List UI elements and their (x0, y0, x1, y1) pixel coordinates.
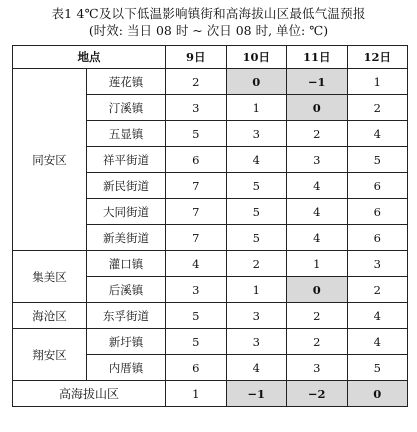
temperature-cell: 4 (347, 329, 408, 355)
table-row (13, 69, 408, 95)
town-cell: 汀溪镇 (87, 95, 166, 121)
temperature-cell: 3 (226, 121, 287, 147)
temperature-cell: 4 (226, 147, 287, 173)
temperature-cell: 2 (287, 121, 348, 147)
temperature-cell: 2 (347, 95, 408, 121)
temperature-cell: 2 (226, 251, 287, 277)
district-cell: 翔安区 (13, 329, 87, 381)
temperature-cell: 4 (166, 251, 227, 277)
temperature-cell: 1 (226, 95, 287, 121)
district-cell: 同安区 (13, 69, 87, 251)
temperature-cell: −2 (287, 381, 348, 407)
temperature-cell: 3 (166, 277, 227, 303)
temperature-cell: 1 (287, 251, 348, 277)
temperature-cell: −1 (287, 69, 348, 95)
table-row (13, 303, 408, 329)
town-cell: 灌口镇 (87, 251, 166, 277)
header-day: 12日 (347, 46, 408, 69)
header-day: 9日 (166, 46, 227, 69)
town-cell: 大同街道 (87, 199, 166, 225)
temperature-cell: 0 (226, 69, 287, 95)
temperature-cell: 5 (347, 147, 408, 173)
temperature-cell: 5 (226, 173, 287, 199)
district-cell: 集美区 (13, 251, 87, 303)
temperature-cell: 3 (287, 147, 348, 173)
table-row-mountain (13, 381, 408, 407)
town-cell: 东孚街道 (87, 303, 166, 329)
temperature-cell: 1 (347, 69, 408, 95)
temperature-cell: 5 (166, 121, 227, 147)
town-cell: 五显镇 (87, 121, 166, 147)
temperature-cell: 6 (166, 355, 227, 381)
temperature-cell: 4 (287, 173, 348, 199)
temperature-cell: 4 (226, 355, 287, 381)
temperature-cell: 7 (166, 199, 227, 225)
temperature-cell: 6 (347, 225, 408, 251)
temperature-cell: −1 (226, 381, 287, 407)
temperature-cell: 5 (226, 199, 287, 225)
header-place: 地点 (13, 46, 166, 69)
temperature-cell: 6 (347, 199, 408, 225)
temperature-cell: 6 (166, 147, 227, 173)
table-body (13, 69, 408, 407)
town-cell: 新圩镇 (87, 329, 166, 355)
temperature-cell: 7 (166, 225, 227, 251)
table-row (13, 329, 408, 355)
header-day: 10日 (226, 46, 287, 69)
header-row (13, 46, 408, 69)
temperature-cell: 5 (347, 355, 408, 381)
table-row (13, 251, 408, 277)
table-subtitle: (时效: 当日 08 时 ~ 次日 08 时, 单位: ℃) (88, 23, 329, 38)
town-cell: 内厝镇 (87, 355, 166, 381)
temperature-cell: 3 (166, 95, 227, 121)
temperature-cell: 1 (226, 277, 287, 303)
temperature-cell: 1 (166, 381, 227, 407)
town-cell: 新美街道 (87, 225, 166, 251)
town-cell: 莲花镇 (87, 69, 166, 95)
mountain-cell: 高海拔山区 (13, 381, 166, 407)
temperature-cell: 2 (166, 69, 227, 95)
district-cell: 海沧区 (13, 303, 87, 329)
forecast-table (12, 45, 408, 407)
temperature-cell: 2 (347, 277, 408, 303)
temperature-cell: 4 (347, 121, 408, 147)
table-title: 表1 4℃及以下低温影响镇街和高海拔山区最低气温预报 (51, 6, 366, 21)
town-cell: 祥平街道 (87, 147, 166, 173)
temperature-cell: 4 (287, 199, 348, 225)
temperature-cell: 0 (347, 381, 408, 407)
temperature-cell: 5 (226, 225, 287, 251)
temperature-cell: 2 (287, 329, 348, 355)
temperature-cell: 6 (347, 173, 408, 199)
temperature-cell: 0 (287, 95, 348, 121)
temperature-cell: 3 (287, 355, 348, 381)
town-cell: 后溪镇 (87, 277, 166, 303)
temperature-cell: 5 (166, 329, 227, 355)
temperature-cell: 3 (226, 303, 287, 329)
temperature-cell: 4 (347, 303, 408, 329)
temperature-cell: 4 (287, 225, 348, 251)
temperature-cell: 3 (347, 251, 408, 277)
temperature-cell: 7 (166, 173, 227, 199)
header-day: 11日 (287, 46, 348, 69)
temperature-cell: 0 (287, 277, 348, 303)
temperature-cell: 5 (166, 303, 227, 329)
temperature-cell: 3 (226, 329, 287, 355)
town-cell: 新民街道 (87, 173, 166, 199)
temperature-cell: 2 (287, 303, 348, 329)
